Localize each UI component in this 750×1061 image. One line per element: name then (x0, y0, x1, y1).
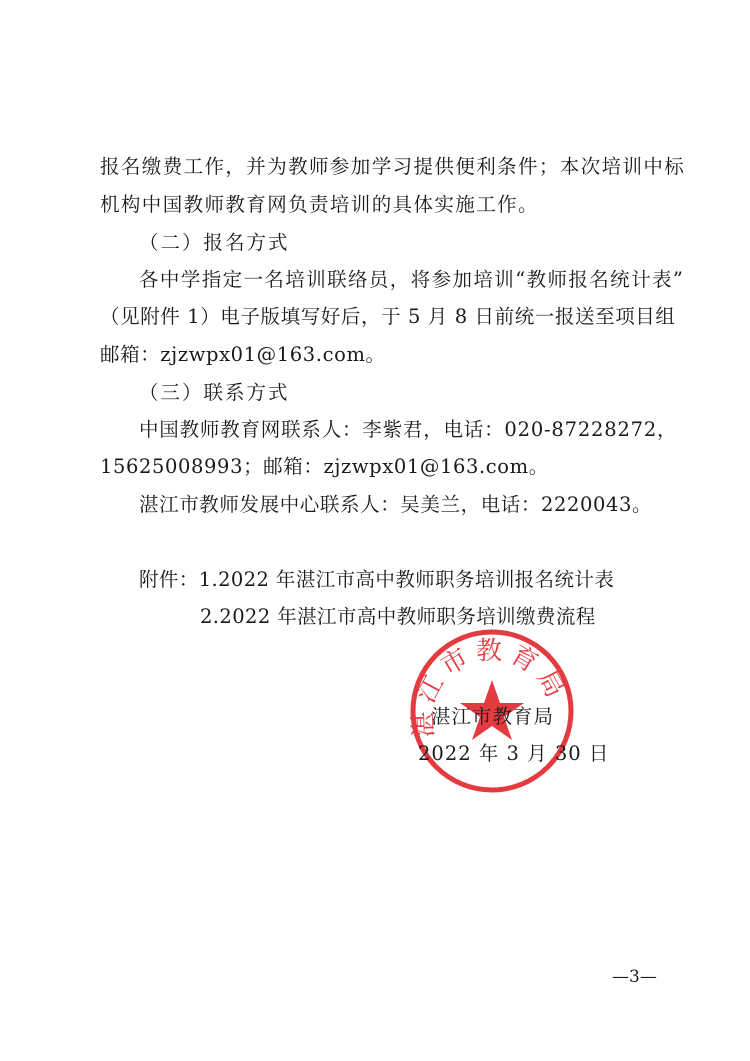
section-heading-registration: （二）报名方式 (139, 231, 290, 254)
svg-text:湛江市教育局: 湛江市教育局 (409, 636, 573, 739)
signature-date: 2022 年 3 月 30 日 (418, 742, 610, 765)
attachment-line-1 (139, 568, 614, 592)
body-line-5: （见附件 1）电子版填写好后，于 5 月 8 日前统一报送至项目组 (100, 305, 676, 328)
body-line-1: 报名缴费工作，并为教师参加学习提供便利条件；本次培训中标 (100, 155, 686, 178)
body-line-4: 各中学指定一名培训联络员，将参加培训“教师报名统计表” (139, 268, 685, 291)
signature-organization: 湛江市教育局 (431, 705, 555, 728)
attachment-item-2: 2.2022 年湛江市高中教师职务培训缴费流程 (200, 605, 596, 628)
body-line-2: 机构中国教师教育网负责培训的具体实施工作。 (100, 193, 539, 216)
page-number: —3— (612, 967, 657, 987)
section-heading-contact: （三）联系方式 (139, 381, 290, 404)
attachment-label: 附件： (139, 568, 199, 591)
contact-line-1: 中国教师教育网联系人：李紫君，电话：020-87228272， (139, 418, 678, 441)
contact-line-3: 湛江市教师发展中心联系人：吴美兰，电话：2220043。 (139, 493, 653, 516)
body-line-6-email: 邮箱：zjzwpx01@163.com。 (100, 343, 386, 366)
attachment-item-1: 1.2022 年湛江市高中教师职务培训报名统计表 (198, 568, 615, 591)
contact-line-2: 15625008993；邮箱：zjzwpx01@163.com。 (100, 455, 549, 478)
